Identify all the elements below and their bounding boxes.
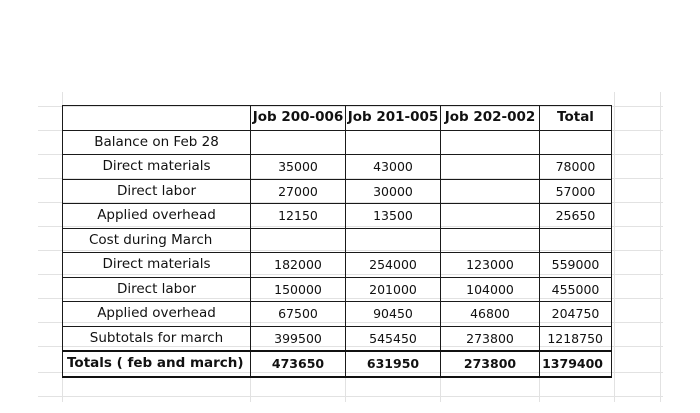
totals-label[interactable]: Totals ( feb and march) [63, 351, 251, 377]
row-label[interactable]: Direct materials [63, 155, 251, 180]
cell[interactable]: 1218750 [540, 326, 612, 351]
totals-row [63, 351, 612, 377]
cell[interactable]: 201000 [346, 277, 441, 302]
cell[interactable] [251, 130, 346, 155]
total-cell[interactable]: 631950 [346, 351, 441, 377]
table-row [63, 302, 612, 327]
cell[interactable]: 399500 [251, 326, 346, 351]
cell[interactable]: 13500 [346, 204, 441, 229]
header-total[interactable]: Total [540, 106, 612, 131]
total-cell[interactable]: 473650 [251, 351, 346, 377]
row-label[interactable]: Direct labor [63, 277, 251, 302]
header-job-201-005[interactable]: Job 201-005 [346, 106, 441, 131]
cell[interactable]: 182000 [251, 253, 346, 278]
cell[interactable]: 150000 [251, 277, 346, 302]
cell[interactable]: 67500 [251, 302, 346, 327]
cell[interactable] [441, 155, 540, 180]
cell[interactable]: 12150 [251, 204, 346, 229]
cell[interactable]: 104000 [441, 277, 540, 302]
cell[interactable]: 90450 [346, 302, 441, 327]
total-cell[interactable]: 1379400 [540, 351, 612, 377]
row-label[interactable]: Applied overhead [63, 302, 251, 327]
cell[interactable] [441, 204, 540, 229]
cell[interactable]: 25650 [540, 204, 612, 229]
cell[interactable] [251, 228, 346, 253]
table-row [63, 130, 612, 155]
row-label[interactable]: Subtotals for march [63, 326, 251, 351]
table-row [63, 253, 612, 278]
cell[interactable]: 43000 [346, 155, 441, 180]
cell[interactable]: 30000 [346, 179, 441, 204]
cell[interactable]: 273800 [441, 326, 540, 351]
row-label[interactable]: Direct labor [63, 179, 251, 204]
cell[interactable]: 27000 [251, 179, 346, 204]
row-label[interactable]: Balance on Feb 28 [63, 130, 251, 155]
header-job-202-002[interactable]: Job 202-002 [441, 106, 540, 131]
total-cell[interactable]: 273800 [441, 351, 540, 377]
header-corner-cell[interactable] [63, 106, 251, 131]
table-row [63, 326, 612, 351]
cell[interactable] [346, 130, 441, 155]
cell[interactable] [441, 228, 540, 253]
header-row [63, 106, 612, 131]
header-job-200-006[interactable]: Job 200-006 [251, 106, 346, 131]
table-row [63, 155, 612, 180]
cell[interactable]: 46800 [441, 302, 540, 327]
cell[interactable] [540, 228, 612, 253]
cell[interactable] [441, 130, 540, 155]
table-row [63, 277, 612, 302]
table-row [63, 228, 612, 253]
cell[interactable] [441, 179, 540, 204]
cell[interactable]: 559000 [540, 253, 612, 278]
cell[interactable] [540, 130, 612, 155]
cell[interactable]: 545450 [346, 326, 441, 351]
row-label[interactable]: Cost during March [63, 228, 251, 253]
cell[interactable]: 123000 [441, 253, 540, 278]
cell[interactable]: 57000 [540, 179, 612, 204]
cell[interactable]: 204750 [540, 302, 612, 327]
table-row [63, 179, 612, 204]
row-label[interactable]: Applied overhead [63, 204, 251, 229]
cell[interactable]: 455000 [540, 277, 612, 302]
cell[interactable]: 254000 [346, 253, 441, 278]
cell[interactable]: 35000 [251, 155, 346, 180]
cell[interactable] [346, 228, 441, 253]
table-row [63, 204, 612, 229]
cell[interactable]: 78000 [540, 155, 612, 180]
job-cost-table [62, 105, 612, 378]
row-label[interactable]: Direct materials [63, 253, 251, 278]
